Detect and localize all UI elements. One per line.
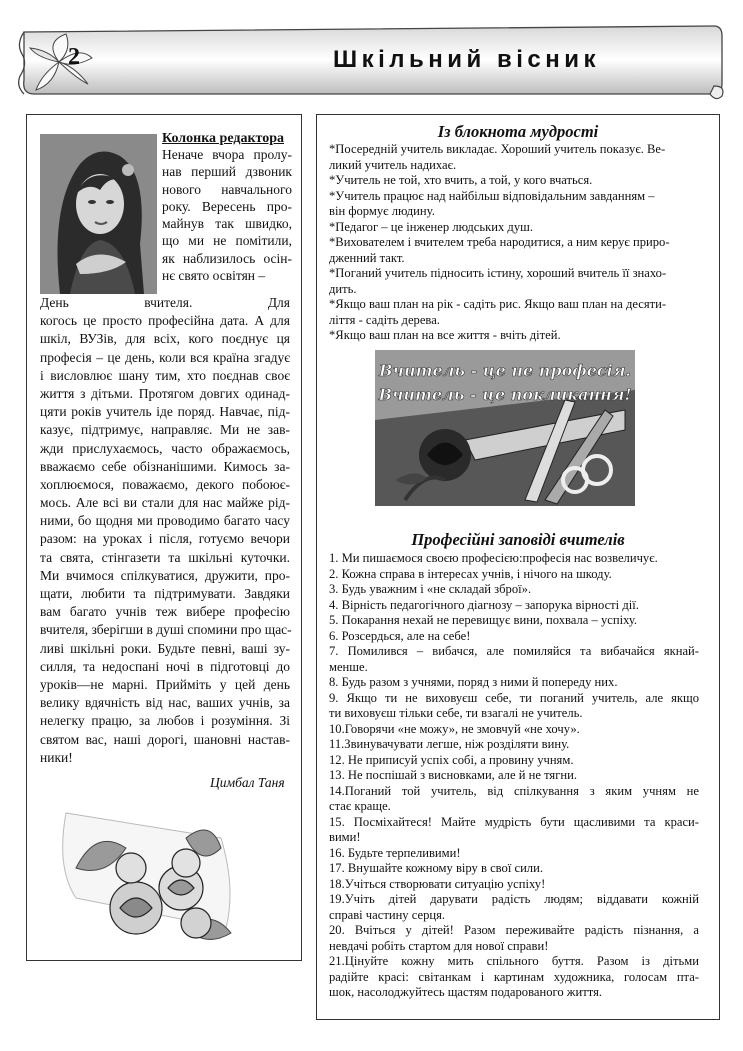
editor-photo	[40, 134, 157, 294]
body-line: силля, та недоспані ночі в підготовці до	[40, 658, 290, 674]
commandment-line: шок, насолоджуйтесь щастям подарованого життя.	[329, 985, 603, 999]
wisdom-quote-line: *Учитель не той, хто вчить, а той, у кого вчаться.	[329, 173, 593, 187]
intro-line: майнув так швидко,	[162, 216, 292, 232]
wisdom-quote-line: *Вихователем і вчителем треба народитися, а ним керує приро-	[329, 235, 670, 249]
wisdom-quote-line: ликий учитель надихає.	[329, 157, 457, 172]
body-line: професія – це день, коли вся країна згадує	[40, 349, 290, 365]
wisdom-quote-line: *Учитель працює над найбільш відповідальним завданням –	[329, 188, 655, 203]
wisdom-title: Із блокнота мудрості	[437, 122, 599, 141]
commandment-line: 2. Кожна справа в інтересах учнів, і нічого на шкоду.	[329, 566, 612, 581]
commandment-line: невдачі робіть стартом для нової справи!	[329, 938, 549, 953]
picture-caption-line2: Вчитель - це покликання!	[378, 385, 632, 404]
commandment-line: 17. Внушайте кожному віру в свої сили.	[329, 861, 543, 875]
wisdom-quote-line: *Поганий учитель підносить істину, хороший вчитель її знахо-	[329, 266, 667, 280]
commandment-line: менше.	[329, 659, 368, 674]
commandment-line: 14.Поганий той учитель, від спілкування з яким учням не	[329, 783, 699, 798]
editor-body-text	[40, 294, 290, 767]
roses-illustration	[36, 808, 246, 958]
wisdom-quote-line: він формує людину.	[329, 204, 435, 218]
intro-line: нє свято освітян –	[162, 268, 266, 284]
page-number: 2	[68, 44, 80, 70]
body-line: мось. Але всі ви стали для нас майже рід-	[40, 495, 290, 511]
commandment-line: 13. Не поспішай з висновками, але й не тягни.	[329, 768, 577, 782]
body-line: нелегку працю, за любов і розуміння. Зі	[40, 713, 290, 729]
body-line: ники!	[40, 749, 73, 765]
commandment-line: 1. Ми пишаємося своєю професією:професія нас возвеличує.	[329, 551, 658, 565]
editor-column-heading: Колонка редактора	[162, 131, 284, 146]
body-line: вам багато учнів теж вибере професію	[40, 604, 290, 620]
commandment-line: радійте красі: світанкам і картинам художника, голосам пта-	[329, 969, 699, 984]
body-line: щати, любити та підтримувати. Завдяки	[40, 586, 290, 601]
commandment-line: ти виховуєш тільки себе, ти взагалі не учитель.	[329, 706, 583, 720]
wisdom-quotes	[329, 142, 711, 344]
teacher-vocation-picture	[375, 350, 635, 506]
wisdom-quote-line: *Якщо ваш план на рік - садіть рис. Якщо ваш план на десяти-	[329, 297, 667, 311]
intro-line: що ми не помітили,	[162, 233, 292, 249]
wisdom-quote-line: *Якщо ваш план на все життя - вчіть дітей.	[329, 328, 561, 342]
commandment-line: 20. Вчіться у дітей! Разом переживайте радість пізнання, а	[329, 923, 699, 937]
commandment-line: 11.Звинувачувати легше, ніж розділяти вину.	[329, 737, 570, 751]
commandment-line: 3. Будь уважним і «не складай зброї».	[329, 582, 532, 596]
newspaper-title: Шкільний вісник	[333, 46, 600, 73]
wisdom-quote-line: дженний такт.	[329, 250, 405, 265]
body-line: разом: на уроках і після, готуємо вечори	[40, 531, 290, 547]
picture-caption-line1: Вчитель - це не професія.	[379, 361, 631, 380]
editor-intro-text	[162, 146, 292, 284]
commandment-line: 8. Будь разом з учнями, поряд з ними й попереду них.	[329, 675, 618, 689]
intro-line: як наблизилось осін-	[162, 250, 292, 266]
body-line: ливі шкільні роки. Будьте певні, ваші зу-	[40, 640, 290, 656]
intro-line: року. Вересень про-	[162, 198, 292, 214]
commandment-line: 5. Покарання нехай не перевищує вини, похвала – успіху.	[329, 613, 638, 627]
body-line: уроків—не марні. Прийміть у цей день	[40, 676, 290, 692]
commandment-line: 10.Говорячи «не можу», не змовчуй «не хочу».	[329, 721, 580, 736]
intro-line: Неначе вчора пролу-	[162, 147, 292, 162]
body-line: велику вдячність від нас, ваших учнів, за	[40, 695, 290, 711]
commandment-line: 15. Посміхайтеся! Майте мудрість бути щасливими та краси-	[329, 814, 699, 829]
body-line: хоплюємося, поважаємо, декого побоює-	[40, 476, 290, 492]
commandment-line: 18.Учіться створювати ситуацію успіху!	[329, 876, 546, 891]
commandment-line: 19.Учіть дітей дарувати радість людям; віддавати кожній	[329, 892, 699, 906]
commandments-list	[329, 551, 699, 1001]
body-line: вважаємо себе обізнанішими. Кимось за-	[40, 458, 290, 474]
body-line: життя з дітьми. Протягом довгих одинад-	[40, 385, 290, 401]
commandment-line: 6. Розсердься, але на себе!	[329, 628, 471, 643]
commandment-line: 7. Помилився – вибачся, але помиляйся та вибачайся якнай-	[329, 644, 699, 658]
commandment-line: 16. Будьте терпеливими!	[329, 845, 461, 860]
wisdom-quote-line: дить.	[329, 281, 357, 296]
commandment-line: 9. Якщо ти не виховуєш себе, ти поганий учитель, але якщо	[329, 690, 699, 705]
body-line: казує, підтримує, направляє. Ми не зав-	[40, 422, 290, 438]
wisdom-quote-line: *Посередній учитель викладає. Хороший учитель показує. Ве-	[329, 142, 666, 156]
body-line: шкіл, ВУЗів, для всіх, кого поєднує ця	[40, 331, 290, 347]
commandment-line: вими!	[329, 830, 361, 844]
intro-line: нав перший дзвоник	[162, 164, 292, 180]
commandment-line: справі частину серця.	[329, 907, 446, 922]
intro-line: нового навчального	[162, 181, 292, 197]
body-line: святом вас, наші дорогі, шановні настав-	[40, 731, 290, 747]
body-line: цяти років учитель іде поряд. Навчає, під-	[40, 404, 290, 420]
wisdom-quote-line: ліття - садіть дерева.	[329, 312, 440, 327]
body-line: та свята, стінгазети та шкільні куточки.	[40, 549, 290, 565]
commandment-line: 4. Вірність педагогічного діагнозу – запорука вірності дії.	[329, 597, 639, 612]
article-author: Цимбал Таня	[210, 775, 285, 790]
commandments-title: Професійні заповіді вчителів	[411, 530, 625, 549]
commandment-line: 12. Не приписуй успіх собі, а провину учням.	[329, 752, 574, 767]
body-line: вчителя, зберігши в душі спомини про щас-	[40, 622, 292, 638]
body-line: Ми вчимося спілкуватися, дружити, про-	[40, 567, 290, 583]
body-line: когось це просто професійна дата. А для	[40, 313, 290, 329]
commandment-line: 21.Цінуйте кожну мить спільного буття. Разом із дітьми	[329, 954, 699, 968]
body-line: ними, бо щодня ми проводимо багато часу	[40, 513, 290, 529]
wisdom-quote-line: *Педагог – це інженер людських душ.	[329, 219, 533, 234]
body-line: жди прислухаємось, часто ображаємось,	[40, 440, 290, 456]
body-line: і висловлює шану тим, хто поєднав своє	[40, 367, 290, 383]
body-line: День вчителя. Для	[40, 295, 290, 310]
commandment-line: стає краще.	[329, 799, 391, 813]
